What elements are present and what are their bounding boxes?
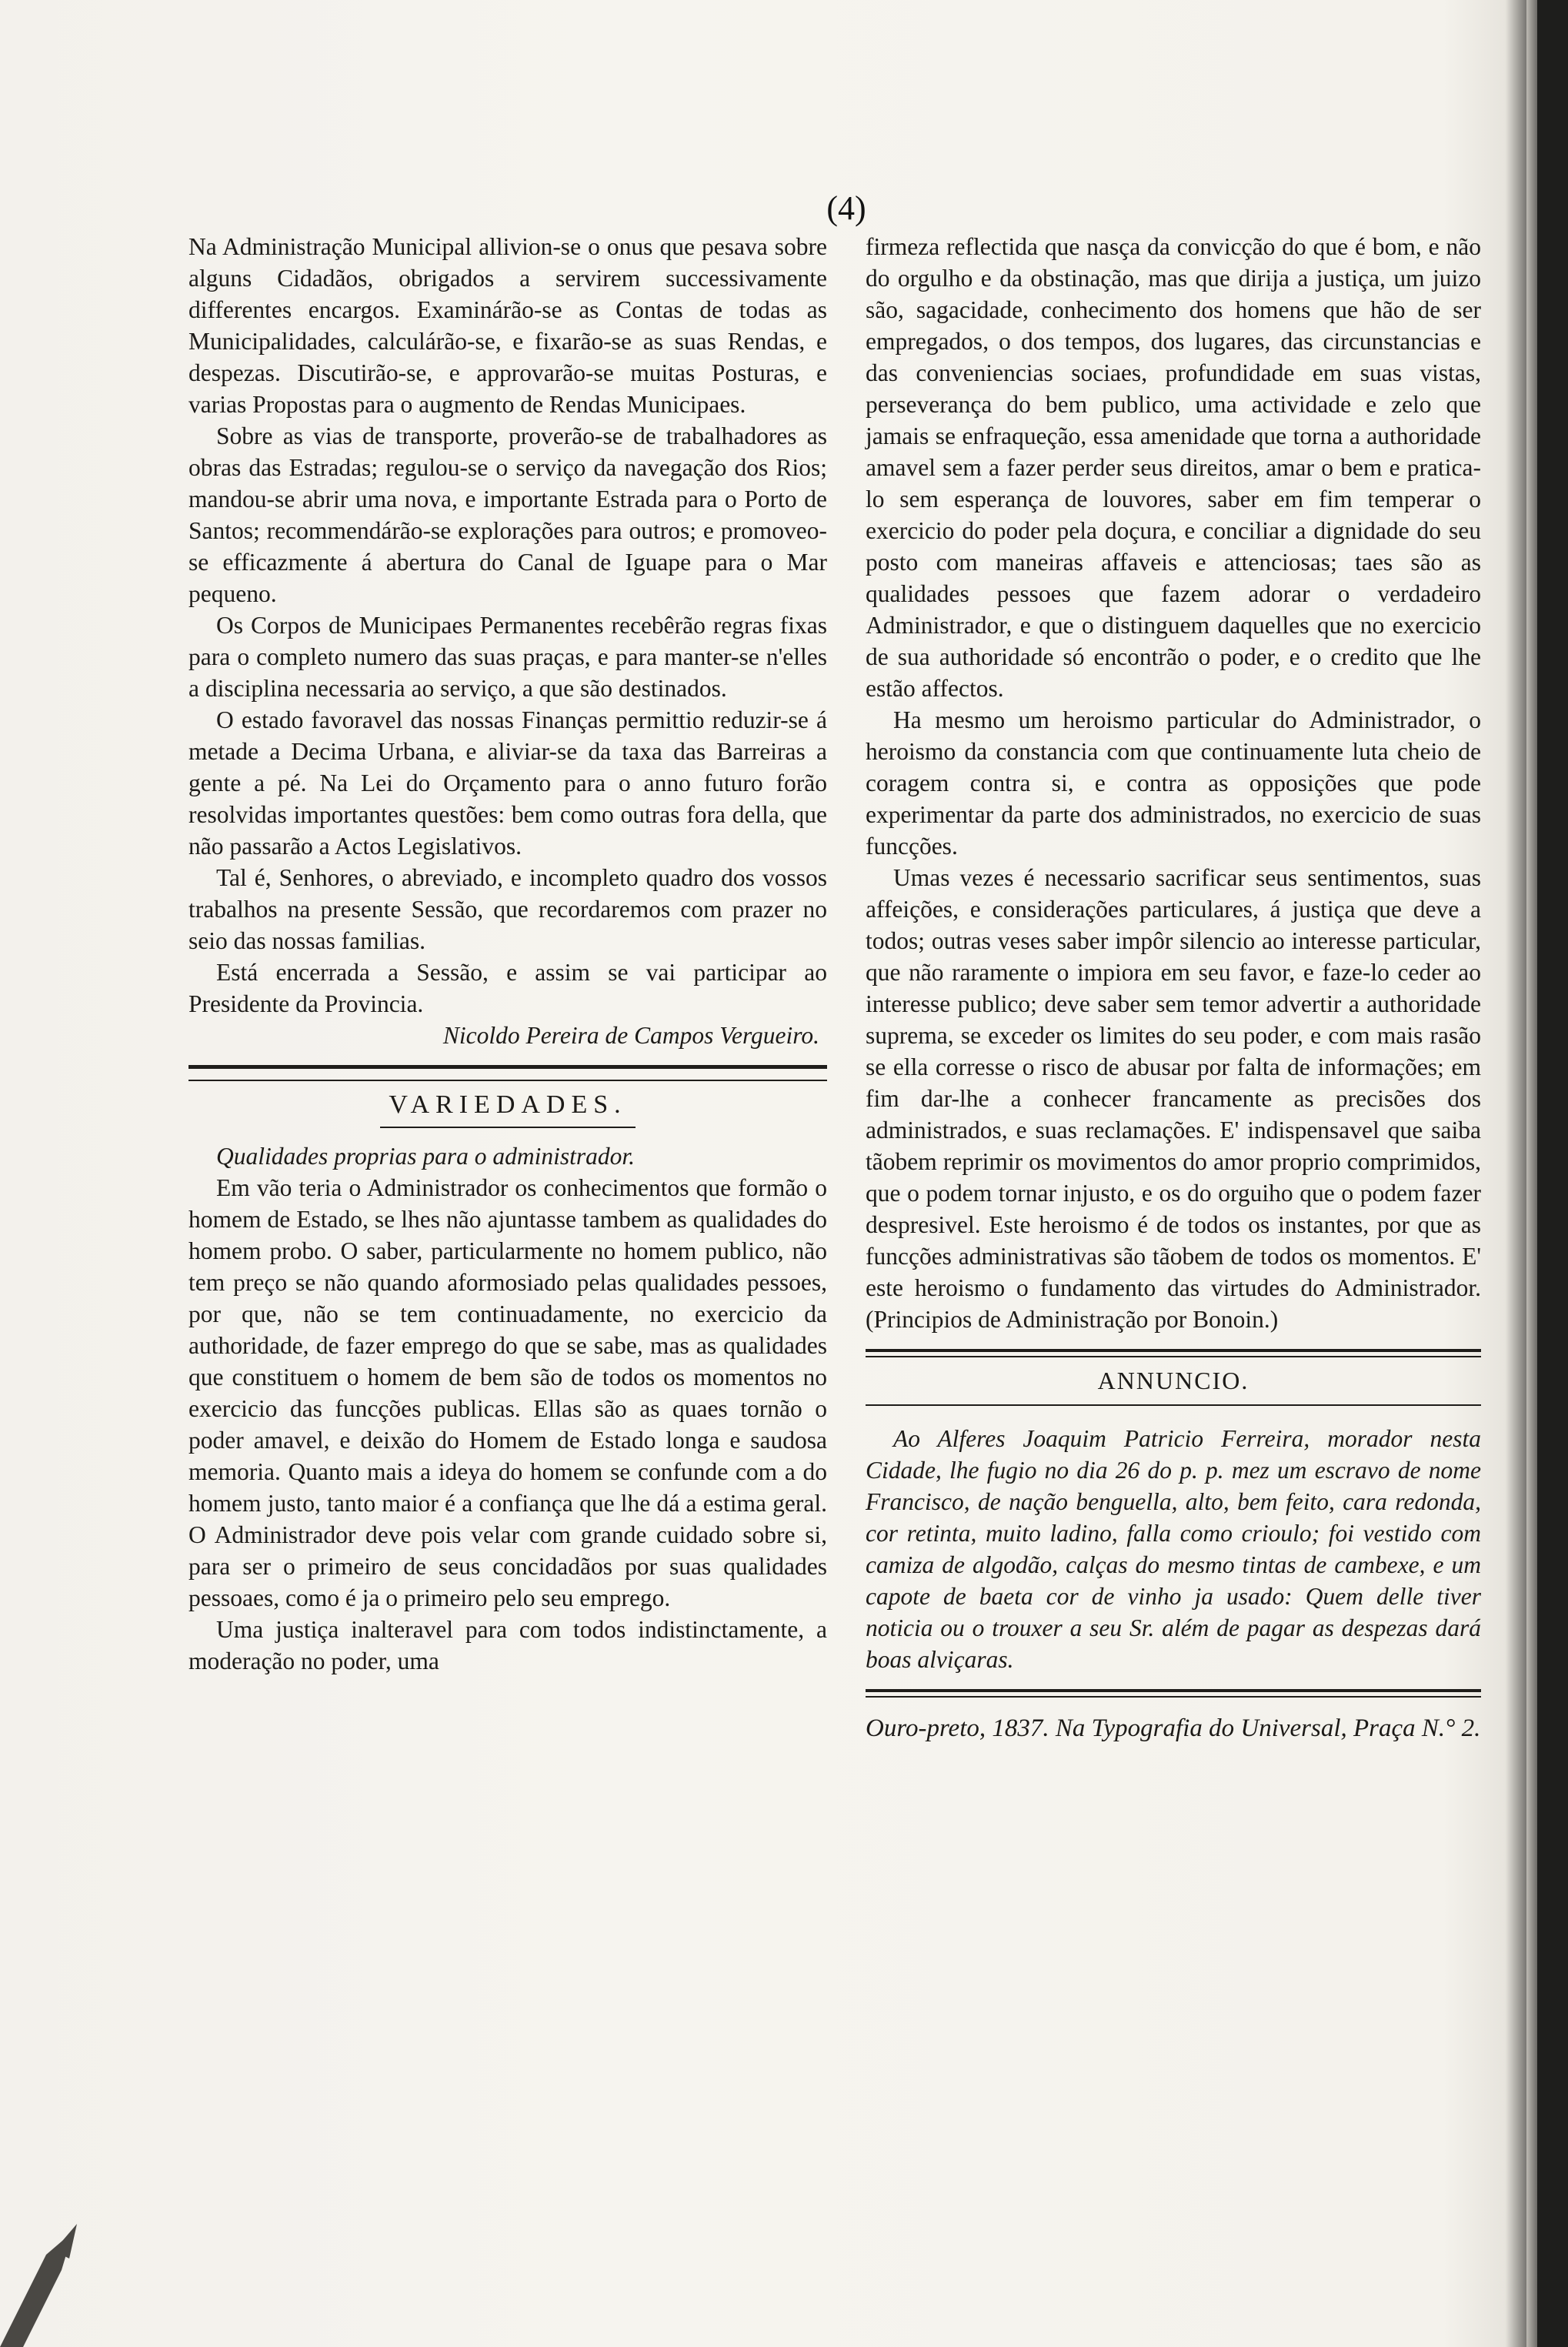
paragraph: Ha mesmo um heroismo particular do Administrador, o heroismo da constancia com que continuamente luta cheio de coragem contra si, e contra as opposições que pode experimentar da parte dos administrados, no exercicio de suas funcções.	[866, 706, 1481, 860]
article-title: Qualidades proprias para o administrador.	[216, 1143, 636, 1170]
announcement-text: Ao Alferes Joaquim Patricio Ferreira, morador nesta Cidade, lhe fugio no dia 26 do p. p. mez um escravo de nome Francisco, de nação benguella, alto, bem feito, cara redonda, cor retinta, muito ladino, falla como crioulo; foi vestido com camiza de algodão, calças do mesmo tintas de cambexe, e um capote de baeta cor de vinho ja usado: Quem delle tiver noticia ou o trouxer a seu Sr. além de pagar as despezas dará boas alviçaras.	[866, 1425, 1481, 1673]
paragraph: Na Administração Municipal allivion-se o onus que pesava sobre alguns Cidadãos, obrigados a servirem successivamente differentes encargos. Examinárão-se as Contas de todas as Municipalidades, calculárão-se, e fixarão-se as suas Rendas, e despezas. Discutirão-se, e approvarão-se muitas Posturas, e varias Propostas para o augmento de Rendas Municipaes.	[188, 233, 827, 418]
left-column	[188, 231, 827, 1677]
right-column	[866, 231, 1481, 1745]
paragraph: Sobre as vias de transporte, proverão-se de trabalhadores as obras das Estradas; regulou-se o serviço da navegação dos Rios; mandou-se abrir uma nova, e importante Estrada para o Porto de Santos; recommendárão-se explorações para outros; e promoveo-se efficazmente á abertura do Canal de Iguape para o Mar pequeno.	[188, 422, 827, 607]
paragraph: Os Corpos de Municipaes Permanentes recebêrão regras fixas para o completo numero das suas praças, e para manter-se n'elles a disciplina necessaria ao serviço, a que são destinados.	[188, 612, 827, 702]
paragraph: Em vão teria o Administrador os conhecimentos que formão o homem de Estado, se lhes não ajuntasse tambem as qualidades do homem probo. O saber, particularmente no homem publico, não tem preço se não quando aformosiado pelas qualidades pessoes, por que, não se tem continuadamente, no exercicio da authoridade, de fazer emprego do que se sabe, mas as qualidades que constituem o homem de bem são de todos os momentos no exercicio das funcções publicas. Ellas são as quaes tornão o poder amavel, e deixão do Homem de Estado longa e saudosa memoria. Quanto mais a ideya do homem se confunde com a do homem justo, tanto maior é a confiança que lhe dá a estima geral. O Administrador deve pois velar com grande cuidado sobre si, para ser o primeiro de seus concidadãos por suas qualidades pessoaes, como é ja o primeiro pelo seu emprego.	[188, 1174, 827, 1611]
double-rule-divider	[188, 1065, 827, 1081]
announcement-title: ANNUNCIO.	[1097, 1367, 1249, 1394]
thin-rule-divider	[380, 1127, 636, 1128]
page-number: (4)	[826, 189, 866, 227]
announcement-rule	[866, 1404, 1481, 1406]
paragraph: Está encerrada a Sessão, e assim se vai participar ao Presidente da Provincia.	[188, 959, 827, 1017]
binding-spine	[1537, 0, 1568, 2347]
section-title: VARIEDADES.	[389, 1090, 627, 1119]
imprint: Ouro-preto, 1837. Na Typografia do Universal, Praça N.° 2.	[866, 1714, 1481, 1742]
pen-nib-mark	[0, 2208, 92, 2347]
binding-edge	[1526, 0, 1537, 2347]
announcement-rule-top	[866, 1349, 1481, 1357]
paragraph: firmeza reflectida que nasça da convicção do que é bom, e não do orgulho e da obstinação, mas que dirija a justiça, um juizo são, sagacidade, conhecimento dos homens que hão de ser empregados, o dos tempos, dos lugares, das circunstancias e das conveniencias sociaes, profundidade em suas vistas, perseverança do bem publico, uma actividade e zelo que jamais se enfraqueção, essa amenidade que torna a authoridade amavel sem a fazer perder seus direitos, amar o bem e pratica-lo sem esperança de louvores, saber em fim temperar o exercicio do poder pela doçura, e conciliar a dignidade do seu posto com maneiras affaveis e attenciosas; taes são as qualidades pessoes que fazem adorar o verdadeiro Administrador, e que o distinguem daquelles que no exercicio de sua authoridade só encontrão o poder, e o credito que lhe estão affectos.	[866, 233, 1481, 702]
paragraph: Tal é, Senhores, o abreviado, e incompleto quadro dos vossos trabalhos na presente Sessão, que recordaremos com prazer no seio das nossas familias.	[188, 864, 827, 954]
paragraph: O estado favoravel das nossas Finanças permittio reduzir-se á metade a Decima Urbana, e aliviar-se da taxa das Barreiras a gente a pé. Na Lei do Orçamento para o anno futuro forão resolvidas importantes questões: bem como outras fora della, que não passarão a Actos Legislativos.	[188, 706, 827, 860]
signature: Nicoldo Pereira de Campos Vergueiro.	[442, 1022, 819, 1049]
announcement-rule-bottom	[866, 1689, 1481, 1698]
paragraph: Uma justiça inalteravel para com todos indistinctamente, a moderação no poder, uma	[188, 1616, 827, 1674]
paragraph: Umas vezes é necessario sacrificar seus sentimentos, suas affeições, e considerações particulares, á justiça que deve a todos; outras veses saber impôr silencio ao interesse particular, que não raramente o impiora em seu favor, e faze-lo ceder ao interesse publico; deve saber sem temor advertir a authoridade suprema, se exceder os limites do seu poder, e com mais rasão se ella corresse o risco de abusar por falta de informações; em fim dar-lhe a conhecer francamente as precisões dos administrados, e suas reclamações. E' indispensavel que saiba tãobem reprimir os movimentos do amor proprio comprimidos, que o podem tornar injusto, e os do orguiho que o podem fazer despresivel. Este heroismo é de todos os instantes, por que as funcções administrativas são tãobem de todos os momentos. E' este heroismo o fundamento das virtudes do Administrador. (Principios de Administração por Bonoin.)	[866, 864, 1481, 1333]
